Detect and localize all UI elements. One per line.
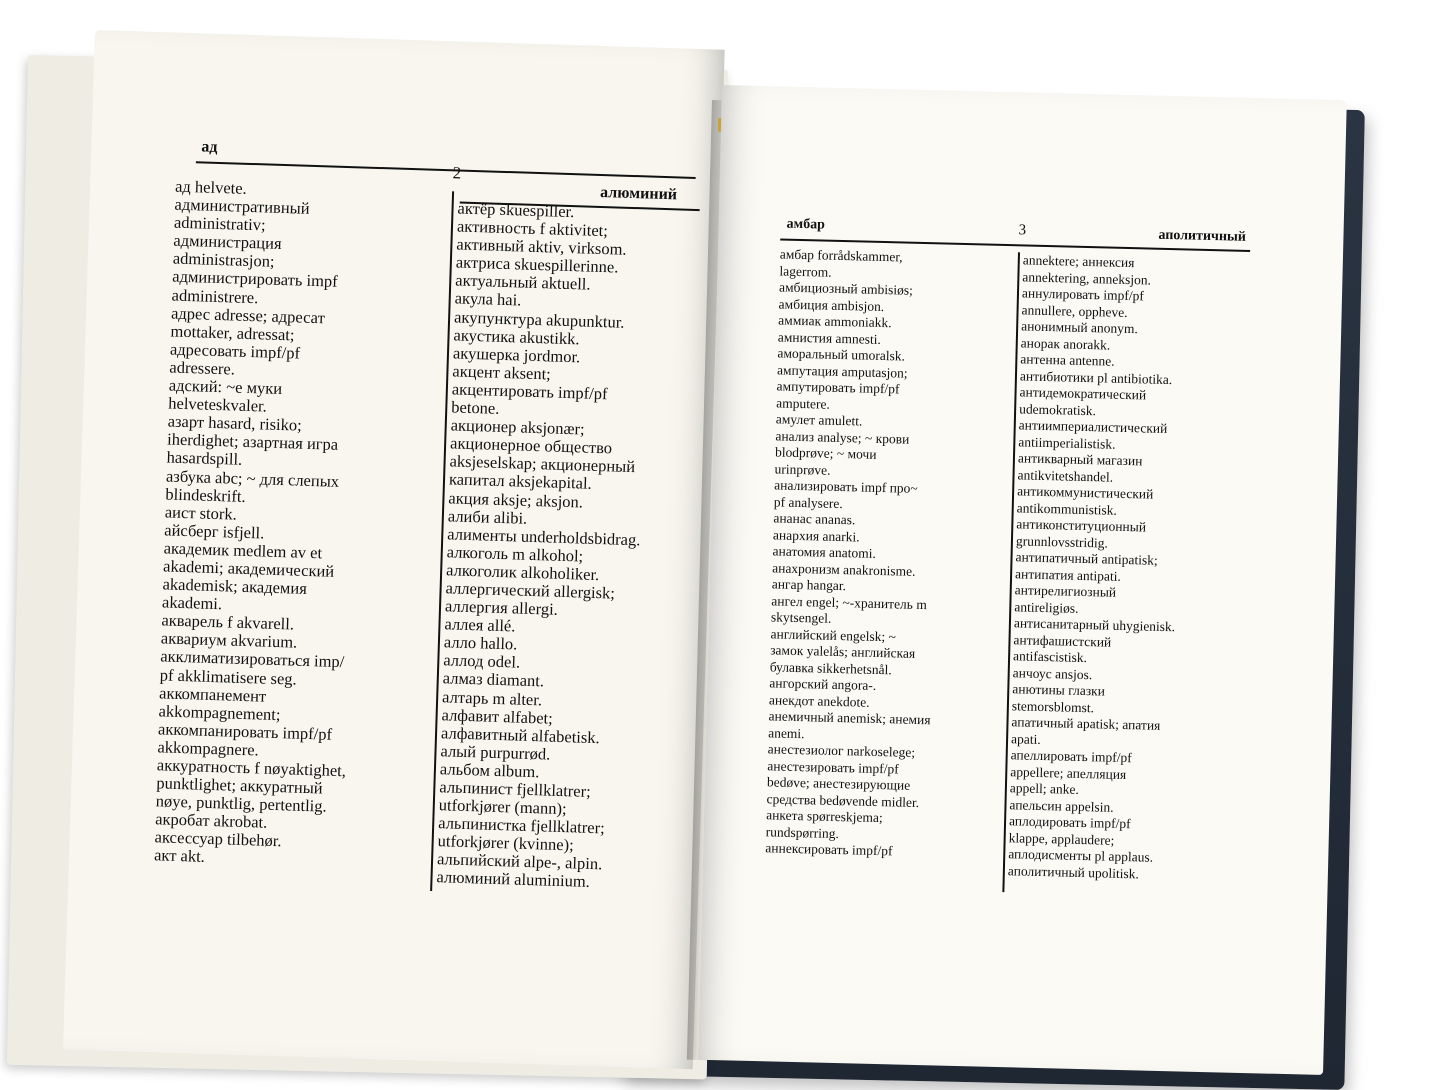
- dictionary-line: utforkjører (mann);: [438, 795, 567, 819]
- dictionary-line: skytsengel.: [770, 609, 832, 626]
- dictionary-line: apati.: [1010, 730, 1041, 747]
- dictionary-line: administrere.: [171, 285, 259, 307]
- dictionary-line: анорак anorakk.: [1020, 334, 1111, 353]
- dictionary-line: antiimperialistisk.: [1018, 433, 1116, 452]
- dictionary-line: антипатия antipati.: [1014, 565, 1122, 584]
- dictionary-line: аккомпанемент: [158, 682, 267, 706]
- dictionary-line: urinprøve.: [774, 460, 831, 478]
- dictionary-line: helveteskvaler.: [168, 393, 268, 416]
- dictionary-line: administrasjon;: [172, 248, 275, 272]
- dictionary-line: капитал aksjekapital.: [448, 469, 592, 494]
- dictionary-line: акварель f akvarell.: [161, 610, 295, 634]
- dictionary-line: аплодисменты pl applaus.: [1008, 846, 1154, 865]
- dictionary-line: альпинист fjellklatrer;: [439, 777, 592, 801]
- dictionary-line: antikvitetshandel.: [1017, 466, 1114, 485]
- dictionary-line: анютины глазки: [1012, 681, 1106, 699]
- dictionary-line: азбука abc; ~ для слепых: [165, 465, 340, 491]
- dictionary-line: азарт hasard, risiko;: [167, 411, 302, 435]
- dictionary-line: аккомпанировать impf/pf: [157, 719, 333, 744]
- dictionary-line: акушерка jordmor.: [452, 343, 581, 367]
- dictionary-line: апатичный apatisk; апатия: [1011, 714, 1161, 733]
- dictionary-line: средства bedøvende midler.: [766, 790, 920, 810]
- dictionary-line: blodprøve; ~ мочи: [774, 444, 877, 462]
- dictionary-line: аквариум akvarium.: [160, 628, 298, 652]
- dictionary-line: utforkjører (kvinne);: [437, 831, 575, 855]
- dictionary-line: амулет amulett.: [775, 411, 863, 429]
- dictionary-line: annullere, oppheve.: [1021, 301, 1128, 320]
- dictionary-line: академик medlem av et: [163, 538, 323, 563]
- dictionary-line: адрес adresse; адресат: [170, 303, 326, 328]
- left-header-last-word: алюминий: [599, 183, 678, 204]
- dictionary-line: ананас ananas.: [773, 510, 856, 528]
- dictionary-line: алкоголь m alkohol;: [446, 542, 584, 566]
- dictionary-line: анекдот anekdote.: [768, 691, 870, 710]
- dictionary-line: administrativ;: [173, 212, 266, 235]
- dictionary-line: klappe, applaudere;: [1008, 829, 1115, 848]
- dictionary-line: аммиак ammoniakk.: [778, 312, 892, 331]
- dictionary-line: акклиматизироваться imp/: [160, 646, 345, 672]
- dictionary-line: анестезировать impf/pf: [767, 757, 899, 777]
- dictionary-line: алфавит alfabet;: [441, 704, 554, 728]
- dictionary-line: stemorsblomst.: [1011, 697, 1095, 715]
- dictionary-line: анализировать impf про~: [774, 477, 918, 496]
- dictionary-line: амнистия amnesti.: [777, 328, 882, 347]
- dictionary-line: акробат akrobat.: [154, 809, 268, 833]
- dictionary-line: альбом album.: [439, 759, 540, 782]
- dictionary-line: akkompagnement;: [158, 701, 281, 724]
- dictionary-line: rundspørring.: [765, 823, 840, 841]
- dictionary-line: алиби alibi.: [447, 505, 528, 528]
- right-page: [698, 85, 1347, 1075]
- left-page: [63, 30, 725, 1069]
- dictionary-line: акционер aksjonær;: [450, 415, 585, 439]
- dictionary-line: антирелигиозный: [1014, 582, 1117, 600]
- dictionary-line: ад helvete.: [174, 176, 248, 198]
- dictionary-line: амбиция ambisjon.: [778, 295, 885, 314]
- dictionary-line: булавка sikkerhetsnål.: [769, 658, 892, 677]
- dictionary-line: lagerrom.: [779, 262, 832, 280]
- dictionary-line: nøye, punktlig, pertentlig.: [155, 791, 327, 816]
- dictionary-line: amputere.: [776, 394, 831, 412]
- dictionary-line: актриса skuespillerinne.: [455, 252, 619, 277]
- dictionary-line: адский: ~е муки: [168, 375, 283, 399]
- dictionary-line: annektere; аннексия: [1022, 252, 1135, 271]
- dictionary-line: адресовать impf/pf: [169, 339, 301, 363]
- dictionary-line: акцент aksent;: [452, 361, 552, 384]
- dictionary-line: алкоголик alkoholiker.: [445, 560, 600, 584]
- dictionary-line: анализ analyse; ~ крови: [775, 427, 910, 447]
- dictionary-line: pf analysere.: [773, 493, 843, 511]
- dictionary-line: алтарь m alter.: [441, 686, 543, 709]
- dictionary-line: алло hallo.: [443, 632, 518, 654]
- dictionary-line: амбар forrådskammer,: [779, 246, 903, 265]
- dictionary-line: алфавитный alfabetisk.: [440, 722, 601, 747]
- dictionary-line: аксессуар tilbehør.: [154, 827, 282, 851]
- dictionary-line: аполитичный upolitisk.: [1007, 862, 1140, 881]
- dictionary-line: антидемократический: [1019, 384, 1147, 403]
- dictionary-line: алименты underholdsbidrag.: [447, 524, 641, 550]
- left-column-2: [436, 199, 651, 892]
- dictionary-line: adressere.: [169, 357, 236, 379]
- dictionary-line: ангар hangar.: [771, 576, 847, 594]
- dictionary-line: anemi.: [768, 724, 805, 741]
- dictionary-line: aksjeselskap; акционерный: [449, 451, 636, 477]
- dictionary-line: акция aksje; aksjon.: [448, 487, 584, 512]
- dictionary-line: антибиотики pl antibiotika.: [1019, 367, 1173, 387]
- dictionary-line: активность f aktivitet;: [456, 216, 609, 241]
- dictionary-line: акционерное общество: [449, 433, 613, 458]
- dictionary-line: betone.: [451, 397, 500, 418]
- dictionary-line: аллергия allergi.: [444, 596, 559, 619]
- dictionary-line: амбициозный ambisiøs;: [778, 279, 914, 298]
- dictionary-line: анархия anarki.: [772, 526, 860, 544]
- dictionary-line: антипатичный antipatisk;: [1015, 549, 1158, 568]
- dictionary-line: анонимный anonym.: [1021, 318, 1139, 337]
- dictionary-line: антисанитарный uhygienisk.: [1013, 615, 1176, 635]
- dictionary-line: ампутация amputasjon;: [776, 361, 908, 381]
- dictionary-line: ангорский angora-.: [769, 675, 877, 693]
- dictionary-line: антифашистский: [1013, 631, 1112, 650]
- dictionary-line: административный: [174, 194, 310, 218]
- dictionary-line: аллергический allergisk;: [445, 578, 616, 603]
- dictionary-line: аккуратность f nøyaktighet,: [156, 755, 347, 781]
- dictionary-line: администрация: [173, 230, 282, 254]
- dictionary-line: grunnlovsstridig.: [1015, 532, 1109, 551]
- dictionary-line: ангел engel; ~-хранитель m: [771, 592, 928, 612]
- dictionary-line: антикварный магазин: [1017, 450, 1143, 469]
- dictionary-line: акула hai.: [454, 288, 522, 310]
- dictionary-line: активный aktiv, virksom.: [456, 234, 627, 259]
- left-page-number: 2: [452, 163, 462, 183]
- dictionary-line: анестезиолог narkoselege;: [767, 741, 916, 760]
- dictionary-line: акцентировать impf/pf: [451, 379, 608, 404]
- dictionary-line: iherdighet; азартная игра: [166, 429, 339, 455]
- dictionary-line: аист stork.: [164, 502, 238, 524]
- dictionary-line: анахронизм anakronisme.: [772, 559, 916, 579]
- dictionary-line: актуальный aktuell.: [455, 270, 591, 295]
- dictionary-line: анемичный anemisk; анемия: [768, 708, 931, 728]
- dictionary-line: апельсин appelsin.: [1009, 796, 1114, 815]
- dictionary-line: апеллировать impf/pf: [1010, 747, 1132, 766]
- dictionary-line: альпинистка fjellklatrer;: [437, 813, 605, 838]
- dictionary-line: антикоммунистический: [1016, 483, 1154, 502]
- dictionary-line: akademisk; академия: [162, 574, 308, 598]
- dictionary-line: антиимпериалистический: [1018, 417, 1168, 436]
- right-header-last-word: аполитичный: [1158, 227, 1247, 245]
- dictionary-line: антиконституционный: [1016, 516, 1147, 535]
- dictionary-line: appell; anke.: [1009, 780, 1080, 797]
- dictionary-line: blindeskrift.: [165, 484, 246, 506]
- right-column-1: [765, 246, 942, 860]
- dictionary-line: аплодировать impf/pf: [1008, 813, 1131, 832]
- dictionary-line: анчоус ansjos.: [1012, 664, 1093, 682]
- right-column-2: [1008, 252, 1185, 883]
- dictionary-line: актёр skuespiller.: [457, 198, 575, 222]
- dictionary-line: анатомия anatomi.: [772, 543, 877, 561]
- dictionary-line: антенна antenne.: [1020, 351, 1115, 369]
- left-column-1: [154, 178, 365, 871]
- right-page-number: 3: [1018, 222, 1027, 239]
- dictionary-line: akademi; академический: [162, 556, 335, 581]
- dictionary-line: akademi.: [161, 592, 223, 614]
- dictionary-line: аннексировать impf/pf: [765, 840, 893, 859]
- dictionary-line: annektering, anneksjon.: [1022, 268, 1152, 288]
- right-header-word: амбар: [786, 216, 826, 233]
- dictionary-line: алюминий aluminium.: [436, 867, 591, 892]
- dictionary-line: администрировать impf: [171, 267, 338, 292]
- dictionary-line: акупунктура akupunktur.: [453, 306, 625, 332]
- dictionary-line: альпийский alpe-, alpin.: [436, 849, 603, 874]
- dictionary-line: алмаз diamant.: [442, 668, 545, 691]
- dictionary-line: айсберг isfjell.: [164, 520, 265, 543]
- dictionary-line: анкета spørreskjema;: [765, 807, 883, 826]
- dictionary-line: antireligiøs.: [1014, 598, 1079, 616]
- dictionary-line: алый purpurrød.: [440, 741, 551, 764]
- dictionary-line: antifascistisk.: [1012, 648, 1088, 666]
- dictionary-line: antikommunistisk.: [1016, 499, 1118, 518]
- dictionary-line: аннулировать impf/pf: [1021, 285, 1144, 304]
- dictionary-line: акустика akustikk.: [453, 325, 580, 349]
- left-header-word: ад: [201, 138, 218, 156]
- dictionary-line: ампутировать impf/pf: [776, 378, 900, 397]
- dictionary-line: аллея allé.: [444, 614, 516, 636]
- dictionary-line: mottaker, adressat;: [170, 321, 295, 345]
- dictionary-line: аллод odel.: [443, 650, 521, 673]
- dictionary-line: bedøve; анестезирующие: [766, 774, 911, 793]
- dictionary-line: замок yalelås; английская: [770, 642, 916, 661]
- dictionary-line: акт akt.: [153, 845, 206, 867]
- dictionary-line: punktlighet; аккуратный: [156, 773, 323, 798]
- dictionary-line: appellere; апелляция: [1010, 763, 1127, 782]
- left-header-rule: [196, 161, 696, 179]
- dictionary-line: pf akklimatisere seg.: [159, 664, 298, 689]
- dictionary-line: akkompagnere.: [157, 737, 260, 760]
- dictionary-line: hasardspill.: [166, 447, 243, 470]
- dictionary-line: udemokratisk.: [1019, 400, 1097, 418]
- dictionary-line: английский engelsk; ~: [770, 625, 897, 644]
- dictionary-line: аморальный umoralsk.: [777, 345, 906, 364]
